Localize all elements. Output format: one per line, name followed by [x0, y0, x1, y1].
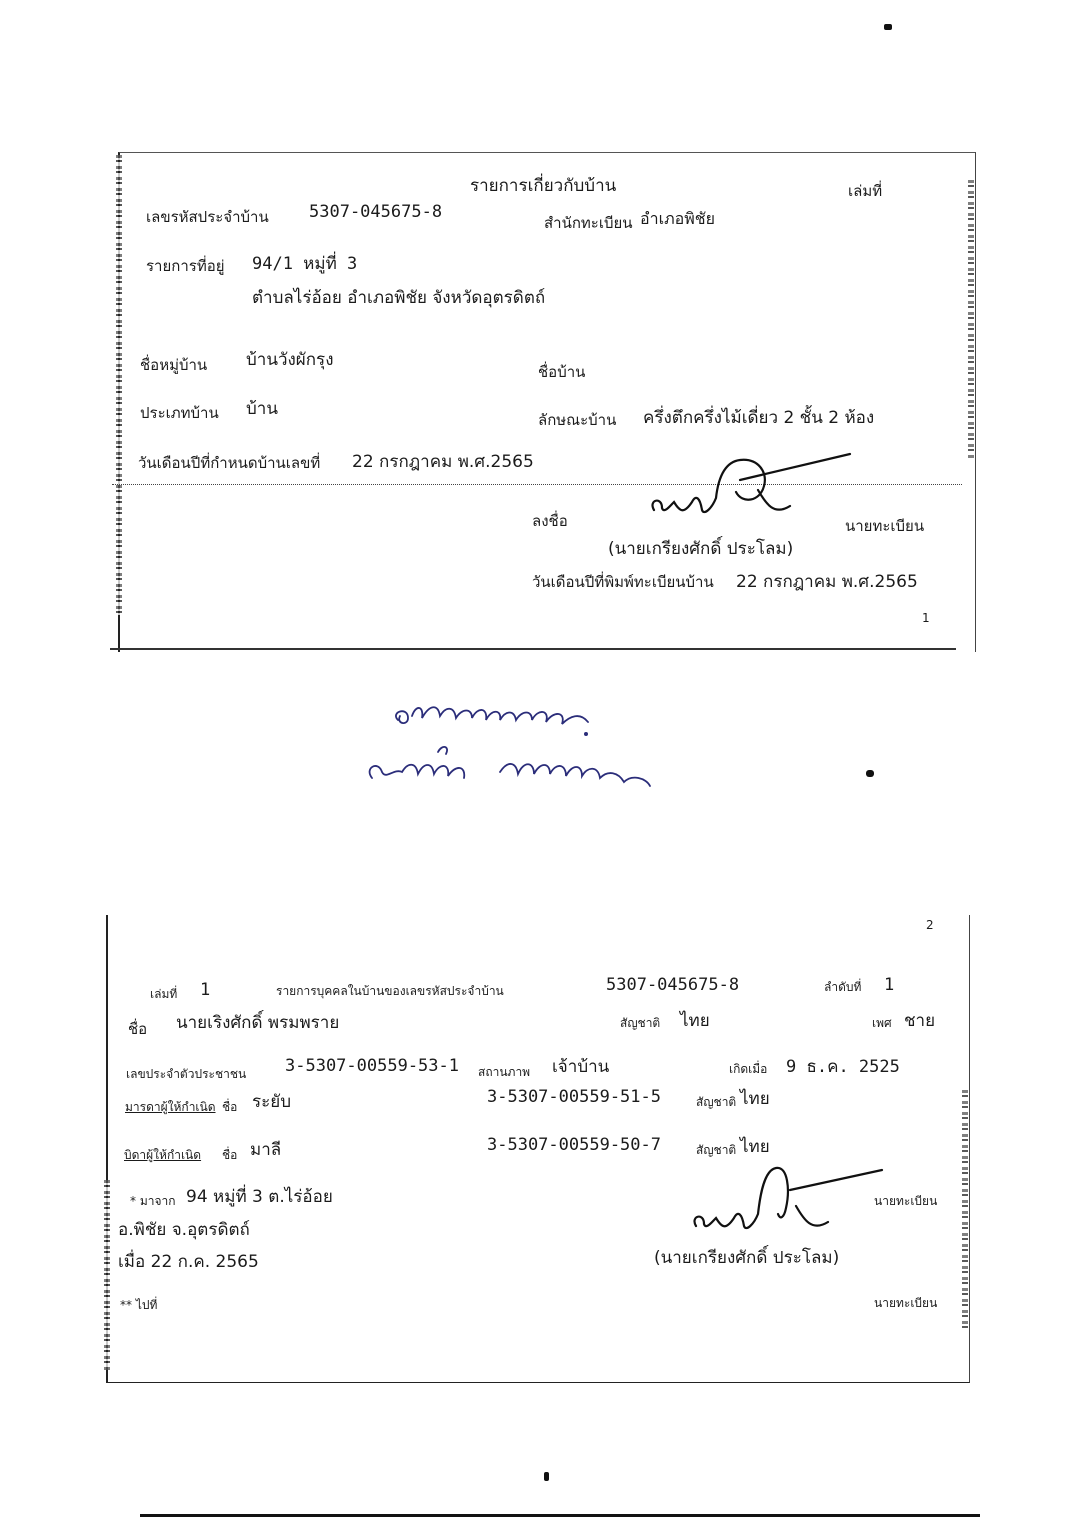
- card2-house-code: 5307-045675-8: [606, 975, 740, 995]
- house-type-label: ประเภทบ้าน: [140, 404, 219, 422]
- card2-volume-label: เล่มที่: [150, 987, 178, 1001]
- bottom-edge-line: [140, 1514, 980, 1517]
- scan-speck: [884, 24, 892, 30]
- moved-from-line2: อ.พิชัย จ.อุตรดิตถ์: [118, 1220, 250, 1240]
- moved-from-line3: เมื่อ 22 ก.ค. 2565: [118, 1252, 259, 1272]
- registrar-title: นายทะเบียน: [845, 517, 925, 535]
- house-style-label: ลักษณะบ้าน: [538, 411, 617, 429]
- born-label: เกิดเมื่อ: [729, 1062, 768, 1076]
- card2-volume: 1: [200, 980, 211, 1000]
- print-date: 22 กรกฎาคม พ.ศ.2565: [736, 572, 918, 592]
- mother-nationality-label: สัญชาติ: [696, 1095, 737, 1109]
- scan-speck: [866, 770, 874, 777]
- house-type: บ้าน: [246, 399, 278, 419]
- id-label: เลขประจำตัวประชาชน: [126, 1067, 247, 1081]
- address-line1: 94/1 หมู่ที่ 3: [252, 254, 358, 274]
- mother-nationality: ไทย: [740, 1089, 770, 1109]
- order-label: ลำดับที่: [824, 980, 862, 994]
- page-number-1: 1: [922, 611, 930, 625]
- house-style: ครึ่งตึกครึ่งไม้เดี่ยว 2 ชั้น 2 ห้อง: [643, 408, 875, 428]
- born-date: 9 ธ.ค. 2525: [786, 1057, 900, 1077]
- card2-registrar-name: (นายเกรียงศักดิ์ ประโลม): [654, 1248, 840, 1268]
- house-code-label: เลขรหัสประจำบ้าน: [146, 208, 269, 226]
- moved-to-label: ** ไปที่: [120, 1298, 158, 1312]
- person-name: นายเริงศักดิ์ พรมพราย: [176, 1013, 340, 1033]
- mother-id: 3-5307-00559-51-5: [487, 1087, 661, 1107]
- house-code: 5307-045675-8: [309, 202, 443, 222]
- page-number-2: 2: [926, 918, 934, 932]
- card1-title: รายการเกี่ยวกับบ้าน: [470, 176, 617, 196]
- nationality: ไทย: [680, 1011, 710, 1031]
- father-id: 3-5307-00559-50-7: [487, 1135, 661, 1155]
- id-number: 3-5307-00559-53-1: [285, 1056, 459, 1076]
- moved-from-label: * มาจาก: [130, 1194, 176, 1208]
- village-label: ชื่อหมู่บ้าน: [140, 356, 208, 374]
- assigned-date-label: วันเดือนปีที่กำหนดบ้านเลขที่: [138, 454, 321, 472]
- father-nationality-label: สัญชาติ: [696, 1143, 737, 1157]
- card1-volume-label: เล่มที่: [848, 182, 883, 200]
- father-name: มาลี: [250, 1140, 282, 1160]
- status-label: สถานภาพ: [478, 1065, 531, 1079]
- order-number: 1: [884, 975, 895, 995]
- mother-name-label: ชื่อ: [222, 1100, 238, 1114]
- mother-label: มารดาผู้ให้กำเนิด: [125, 1100, 216, 1114]
- handwritten-note: [360, 682, 680, 802]
- father-label: บิดาผู้ให้กำเนิด: [124, 1148, 202, 1162]
- sex: ชาย: [904, 1011, 936, 1031]
- father-name-label: ชื่อ: [222, 1148, 238, 1162]
- scan-speck: [544, 1472, 549, 1481]
- print-date-label: วันเดือนปีที่พิมพ์ทะเบียนบ้าน: [532, 573, 714, 591]
- father-nationality: ไทย: [740, 1137, 770, 1157]
- address-label: รายการที่อยู่: [146, 257, 225, 275]
- assigned-date: 22 กรกฎาคม พ.ศ.2565: [352, 452, 534, 472]
- registrar-signature: [640, 450, 860, 530]
- house-name-label: ชื่อบ้าน: [538, 363, 586, 381]
- card2-title: รายการบุคคลในบ้านของเลขรหัสประจำบ้าน: [276, 984, 504, 998]
- registry-office: อำเภอพิชัย: [640, 209, 715, 228]
- mother-name: ระยับ: [252, 1092, 292, 1112]
- address-line2: ตำบลไร่อ้อย อำเภอพิชัย จังหวัดอุตรดิตถ์: [252, 288, 546, 308]
- sex-label: เพศ: [872, 1016, 892, 1030]
- card2-registrar-title: นายทะเบียน: [874, 1194, 938, 1208]
- status: เจ้าบ้าน: [552, 1057, 610, 1077]
- nationality-label: สัญชาติ: [620, 1016, 661, 1030]
- sign-label: ลงชื่อ: [532, 512, 568, 530]
- person-name-label: ชื่อ: [128, 1020, 148, 1038]
- moved-from-line1: 94 หมู่ที่ 3 ต.ไร่อ้อย: [186, 1187, 333, 1207]
- registrar-name: (นายเกรียงศักดิ์ ประโลม): [608, 539, 794, 559]
- registry-office-label: สำนักทะเบียน: [544, 214, 633, 232]
- registrar-signature-2: [684, 1160, 894, 1240]
- card2-registrar-title-2: นายทะเบียน: [874, 1296, 938, 1310]
- village-name: บ้านวังผักรุง: [246, 350, 334, 370]
